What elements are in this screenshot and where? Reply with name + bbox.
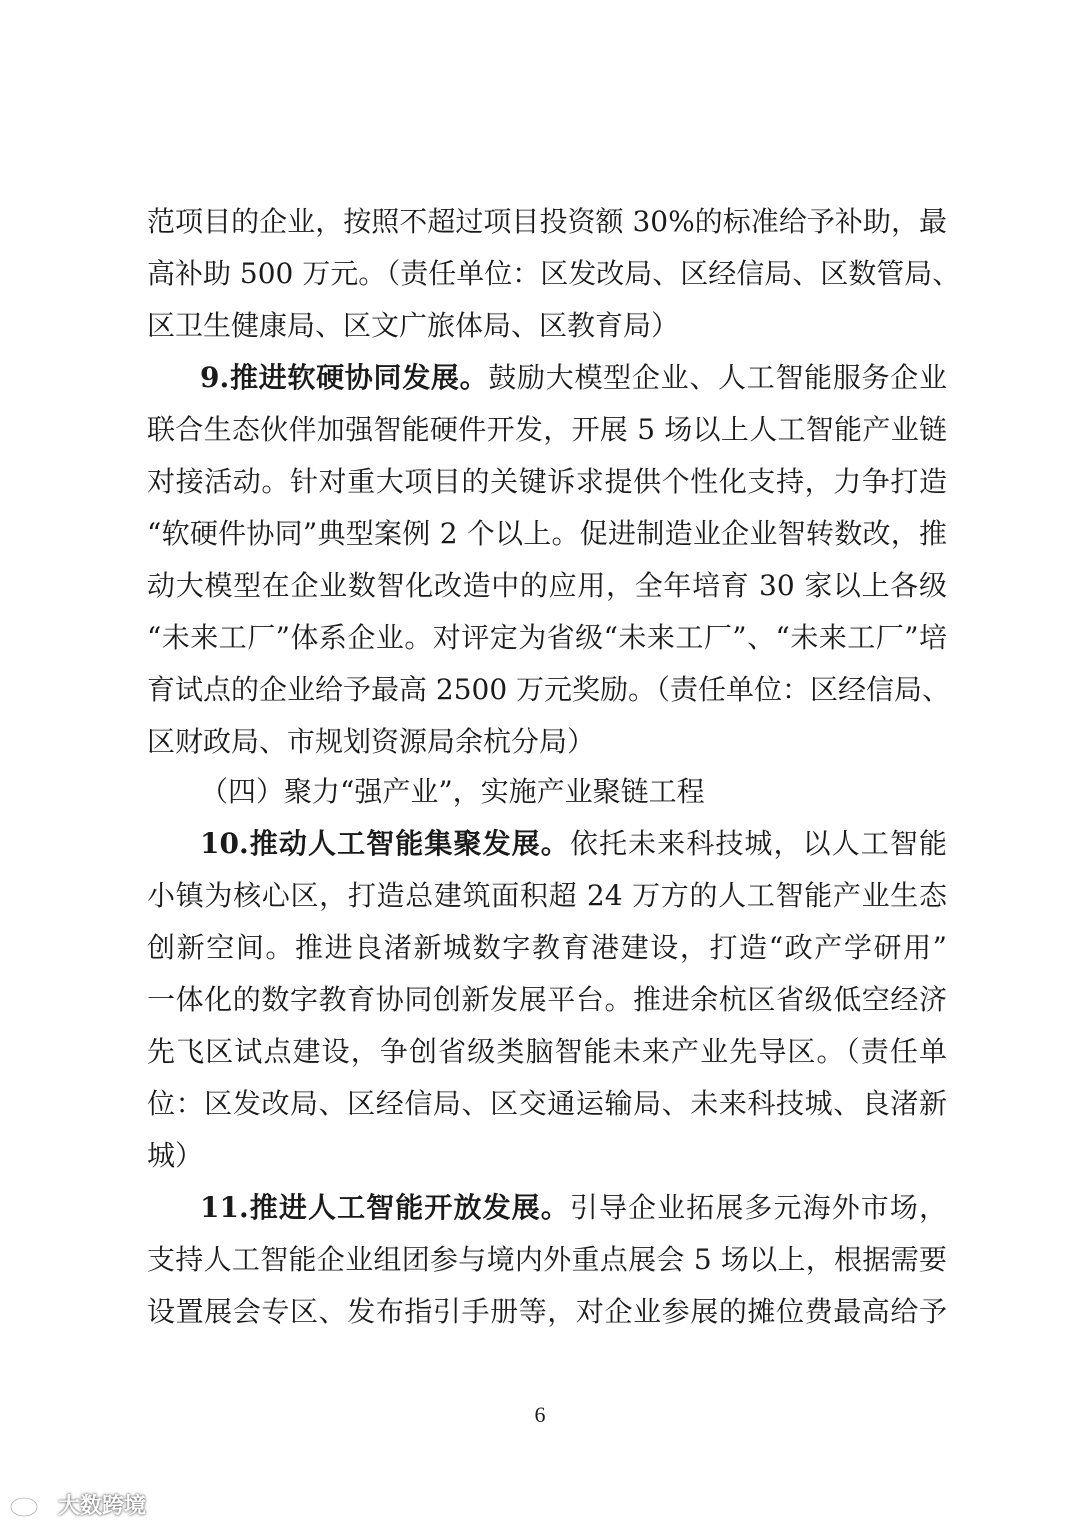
body-line: 创新空间。推进良渚新城数字教育港建设，打造“政产学研用” [147,931,947,964]
watermark [8,1489,146,1520]
watermark-text: 大数跨境 [58,1494,147,1519]
section-10-first-line [200,818,947,870]
section-11-heading: 11.推进人工智能开放发展。 [200,1191,570,1224]
body-line: 范项目的企业，按照不超过项目投资额 30%的标准给予补助，最 [147,205,947,238]
body-line: 小镇为核心区，打造总建筑面积超 24 万方的人工智能产业生态 [147,879,947,912]
section-10-heading: 10.推动人工智能集聚发展。 [200,827,570,860]
section-subheading: （四）聚力“强产业”，实施产业聚链工程 [200,775,705,808]
body-line: 区卫生健康局、区文广旅体局、区教育局） [147,309,680,342]
weibo-logo-icon [8,1492,52,1518]
section-11-first-line [200,1182,947,1234]
page-number: 6 [534,1402,546,1427]
body-line: 支持人工智能企业组团参与境内外重点展会 5 场以上，根据需要 [147,1243,947,1276]
body-line: 一体化的数字教育协同创新发展平台。推进余杭区省级低空经济 [147,983,947,1016]
body-line: “未来工厂”体系企业。对评定为省级“未来工厂”、“未来工厂”培 [147,621,947,654]
body-line: “软硬件协同”典型案例 2 个以上。促进制造业企业智转数改，推 [147,517,947,550]
section-9-first-line-text: 鼓励大模型企业、人工智能服务企业 [488,361,947,394]
section-10-first-line-text: 依托未来科技城，以人工智能 [569,827,947,860]
section-9-heading: 9.推进软硬协同发展。 [200,361,489,394]
body-line: 联合生态伙伴加强智能硬件开发，开展 5 场以上人工智能产业链 [147,413,947,446]
body-line: 动大模型在企业数智化改造中的应用，全年培育 30 家以上各级 [147,569,947,602]
section-9-first-line [200,352,947,404]
body-line: 位：区发改局、区经信局、区交通运输局、未来科技城、良渚新 [147,1087,947,1120]
section-11-first-line-text: 引导企业拓展多元海外市场， [569,1191,947,1224]
body-line: 设置展会专区、发布指引手册等，对企业参展的摊位费最高给予 [147,1295,947,1328]
body-line: 高补助 500 万元。（责任单位：区发改局、区经信局、区数管局、 [147,257,961,290]
body-line: 对接活动。针对重大项目的关键诉求提供个性化支持，力争打造 [147,465,947,498]
body-line: 先飞区试点建设，争创省级类脑智能未来产业先导区。（责任单 [147,1035,947,1068]
body-line: 区财政局、市规划资源局余杭分局） [147,725,596,758]
body-line: 城） [147,1139,204,1172]
body-line: 育试点的企业给予最高 2500 万元奖励。（责任单位：区经信局、 [147,673,951,706]
